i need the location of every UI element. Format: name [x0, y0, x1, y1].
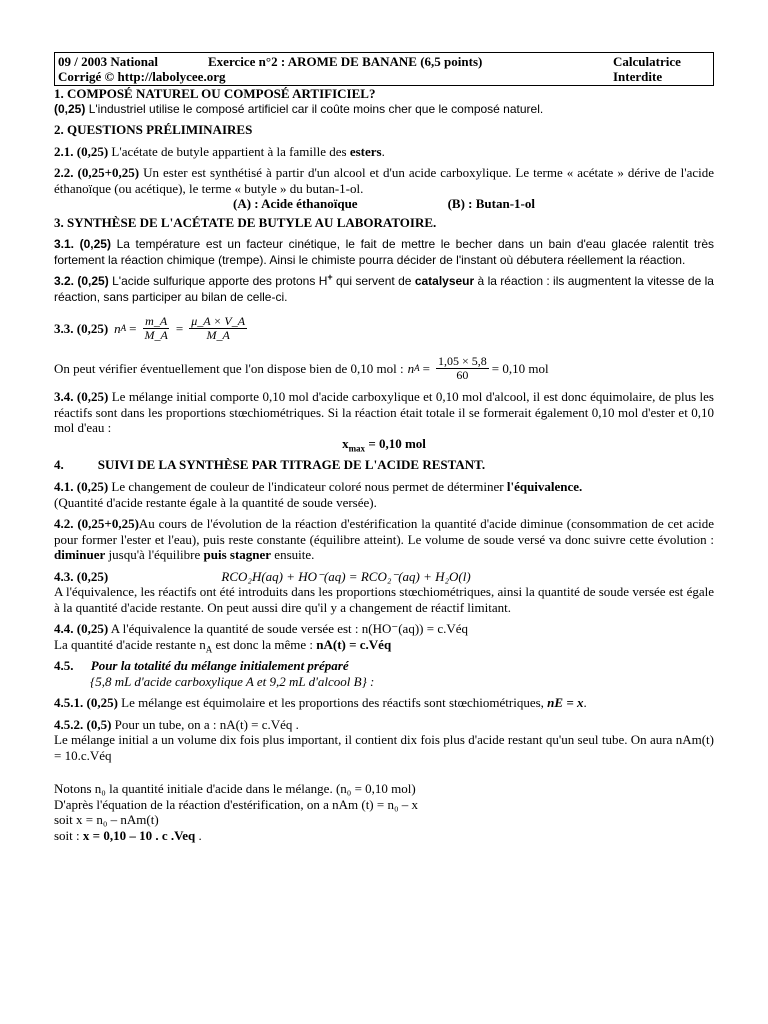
q-3-2-text-b: qui servent de [332, 274, 415, 288]
q-4-4-text2-sub: A [205, 644, 213, 655]
q-4-1-head: 4.1. (0,25) [54, 479, 109, 494]
q-4-5-2-head: 4.5.2 [54, 716, 80, 732]
q-4-1 [54, 479, 714, 510]
q-3-3-lhs: n [114, 320, 121, 336]
verify-lhs: n [407, 360, 415, 376]
document-page [54, 52, 714, 843]
q-4-2-stagnate: puis stagner [203, 547, 272, 562]
q-3-3-frac-1 [143, 315, 170, 342]
verify-line: On peut vérifier éventuellement que l'on dispose bien de 0,10 mol : n A = $\frac{1,05 \times 5,8}{60}$ = 0,10 mol [54, 353, 549, 382]
q-4-1-text2: (Quantité d'acide restante égale à la quantité de soude versée). [54, 494, 377, 510]
q-3-3: 3.3. (0,25) n A = $\frac{m\_A}{M\_A}$ = $\frac{\mu\_A \times V\_A}{M\_A}$ [54, 313, 246, 342]
q-4-5-head: 4.5. [54, 658, 74, 673]
section-4-title [54, 457, 714, 473]
q-4-4-head: 4.4. (0,25) [54, 621, 109, 636]
q-4-4-result: nA(t) = c.Véq [316, 636, 392, 652]
verify-text: On peut vérifier éventuellement que l'on dispose bien de 0,10 mol : [54, 360, 404, 376]
q-4-2 [54, 516, 714, 563]
q-3-3-frac-1-num: m_A [145, 313, 168, 328]
q-4-3-head: 4.3. (0,25) [54, 568, 109, 584]
q-4-5 [54, 658, 714, 689]
section-1-title: 1. COMPOSÉ NATUREL OU COMPOSÉ ARTIFICIEL? [54, 86, 376, 101]
q-4-4 [54, 621, 714, 655]
verify-frac-num: 1,05 × 5,8 [438, 353, 487, 368]
line-b: D'après l'équation de la réaction d'estérification, on a nAm (t) = n₀ – x [54, 796, 418, 812]
q-2-2 [54, 165, 714, 196]
q-4-5-1-result: nE = x [547, 695, 584, 710]
q-3-2 [54, 274, 714, 305]
q-4-5-1-end: . [583, 695, 587, 710]
q-4-5-2-text: Pour un tube, on a : nA(t) = c.Véq . [111, 716, 299, 732]
line-d-pre: soit : [54, 827, 83, 843]
q-4-5-1-head: 4.5.1 [54, 695, 80, 710]
q-2-2-answers [54, 196, 714, 211]
q-3-4 [54, 389, 714, 436]
q-4-5-1-pts: . (0,25) [80, 695, 118, 710]
q-2-2-pts: . (0,25+0,25) [70, 165, 140, 180]
q-3-2-catalyst: catalyseur [414, 274, 475, 288]
section-2-title: 2. QUESTIONS PRÉLIMINAIRES [54, 121, 253, 137]
q-4-5-2-text2: Le mélange initial a un volume dix fois plus important, il contient dix fois plus d'acide restant qu'un seul tube. On aura nAm(t) = 10.c.Véq [54, 732, 714, 763]
q-3-3-frac-2-num: μ_A × V_A [191, 313, 246, 328]
q-4-5-1-text: Le mélange est équimolaire et les proportions des réactifs sont stœchiométriques, [117, 695, 548, 710]
section-3-title: 3. SYNTHÈSE DE L'ACÉTATE DE BUTYLE AU LABORATOIRE. [54, 215, 437, 230]
answer-a: (A) : Acide éthanoïque [233, 196, 358, 211]
q-4-2-end: ensuite. [271, 547, 315, 562]
q-4-3-equation: RCO₂H(aq) + HO⁻(aq) = RCO₂⁻(aq) + H₂O(l) [221, 568, 471, 584]
q-3-2-sup: + [327, 272, 333, 282]
q-3-3-frac-2 [189, 315, 247, 342]
q-4-1-text: Le changement de couleur de l'indicateur coloré nous permet de déterminer [108, 479, 507, 494]
line-d-result: x = 0,10 – 10 . c .Veq [82, 827, 196, 843]
q-2-1-text: L'acétate de butyle appartient à la famille des [108, 143, 350, 159]
q-4-3-text: A l'équivalence, les réactifs ont été introduits dans les proportions stœchiométriques, ainsi la quantité de soude versée est égale à la quantité d'acide restante. On peut aussi dire qu'il y a changement de réactif limitant. [54, 584, 714, 615]
s1-points: (0,25) [54, 102, 86, 116]
q-3-2-head: 3.2. (0,25) [54, 274, 109, 288]
line-d-end: . [195, 827, 202, 843]
s1-body: L'industriel utilise le composé artificiel car il coûte moins cher que le composé naturel. [85, 102, 544, 116]
q-3-4-head: 3.4. (0,25) [54, 389, 109, 404]
verify-frac [436, 355, 489, 382]
q-4-5-title: Pour la totalité du mélange initialement préparé [90, 658, 349, 673]
q-2-1-num: 2.1 [54, 143, 71, 159]
exercise-header [54, 52, 714, 86]
xmax-sub: max [348, 443, 366, 454]
line-d [54, 828, 714, 844]
xmax-line [54, 436, 714, 452]
q-3-3-head: 3.3. (0,25) [54, 320, 109, 336]
q-4-5-2-pts: . (0,5) [80, 716, 112, 732]
section-4-num: 4. [54, 457, 64, 472]
q-3-4-text: Le mélange initial comporte 0,10 mol d'acide carboxylique et 0,10 mol d'alcool, il est donc équimolaire, de plus les réactifs sont dans les proportions stœchiométriques. Si la réaction était totale il se formerait également 0,10 mol d'ester et 0,10 mol d'eau : [54, 389, 714, 435]
answer-b: (B) : Butan-1-ol [447, 196, 535, 211]
q-2-1-end: . [381, 143, 385, 159]
q-3-1-text: La température est un facteur cinétique, le fait de mettre le becher dans un bain d'eau glacée ralentit très fortement la réaction chimique (trempe). Ainsi le chimiste pourra décider de l'instant où débutera réellement la réaction. [54, 237, 714, 267]
q-2-2-text: Un ester est synthétisé à partir d'un alcool et d'un acide carboxylique. Le terme « acétate » dérive de l'acide éthanoïque (ou acétique), le terme « butyle » du butan-1-ol. [54, 165, 715, 196]
q-4-4-text: A l'équivalence la quantité de soude versée est : n(HO⁻(aq)) = c.Véq [108, 621, 468, 636]
xmax-value: = 0,10 mol [365, 435, 426, 451]
q-2-2-num: 2.2 [54, 165, 71, 180]
q-4-5-subtitle: {5,8 mL d'acide carboxylique A et 9,2 mL d'alcool B} : [90, 673, 375, 689]
xmax-symbol: x [342, 435, 349, 451]
q-3-3-frac-2-den: M_A [206, 327, 230, 342]
header-title: Exercice n°2 : AROME DE BANANE (6,5 points) [208, 54, 483, 69]
header-forbidden: Interdite [613, 69, 663, 84]
verify-result: = 0,10 mol [491, 360, 549, 376]
q-3-1-head: 3.1. (0,25) [54, 237, 111, 251]
q-4-4-text2b: est donc la même : [212, 636, 317, 652]
header-date: 09 / 2003 National [58, 54, 159, 69]
q-4-1-answer: l'équivalence. [506, 479, 583, 494]
q-2-1 [54, 144, 714, 160]
section-1-text [54, 102, 714, 118]
q-4-2-text: Au cours de l'évolution de la réaction d'estérification la quantité d'acide diminue (consommation de cet acide pour former l'ester et l'eau), puis reste constante (équilibre atteint). Le volume de soude versé va donc suivre cette évolution : [54, 516, 714, 547]
q-2-1-answer: esters [349, 143, 382, 159]
line-c: soit x = n₀ – nAm(t) [54, 812, 159, 827]
q-4-2-decrease: diminuer [54, 547, 106, 562]
q-3-1 [54, 237, 714, 268]
q-4-3-line [54, 569, 714, 585]
q-4-2-mid: jusqu'à l'équilibre [105, 547, 204, 562]
q-4-5-2 [54, 717, 714, 764]
q-4-2-head: 4.2. (0,25+0,25) [54, 516, 139, 531]
header-source: Corrigé © http://labolycee.org [58, 69, 226, 84]
line-a: Notons n₀ la quantité initiale d'acide dans le mélange. (n₀ = 0,10 mol) [54, 781, 416, 796]
header-calc: Calculatrice [613, 54, 681, 69]
q-3-2-text-a: L'acide sulfurique apporte des protons H [108, 274, 328, 288]
q-3-2-text-c: à la réaction : ils augmentent la vitesse de la réaction, sans participer au bilan de celle-ci. [54, 274, 714, 304]
q-4-4-text2a: La quantité d'acide restante n [54, 636, 206, 652]
section-4-text: SUIVI DE LA SYNTHÈSE PAR TITRAGE DE L'ACIDE RESTANT. [97, 457, 486, 472]
q-2-1-pts: . (0,25) [70, 143, 109, 159]
verify-frac-den: 60 [456, 367, 469, 382]
q-4-5-1 [54, 695, 714, 711]
q-3-3-frac-1-den: M_A [144, 327, 168, 342]
